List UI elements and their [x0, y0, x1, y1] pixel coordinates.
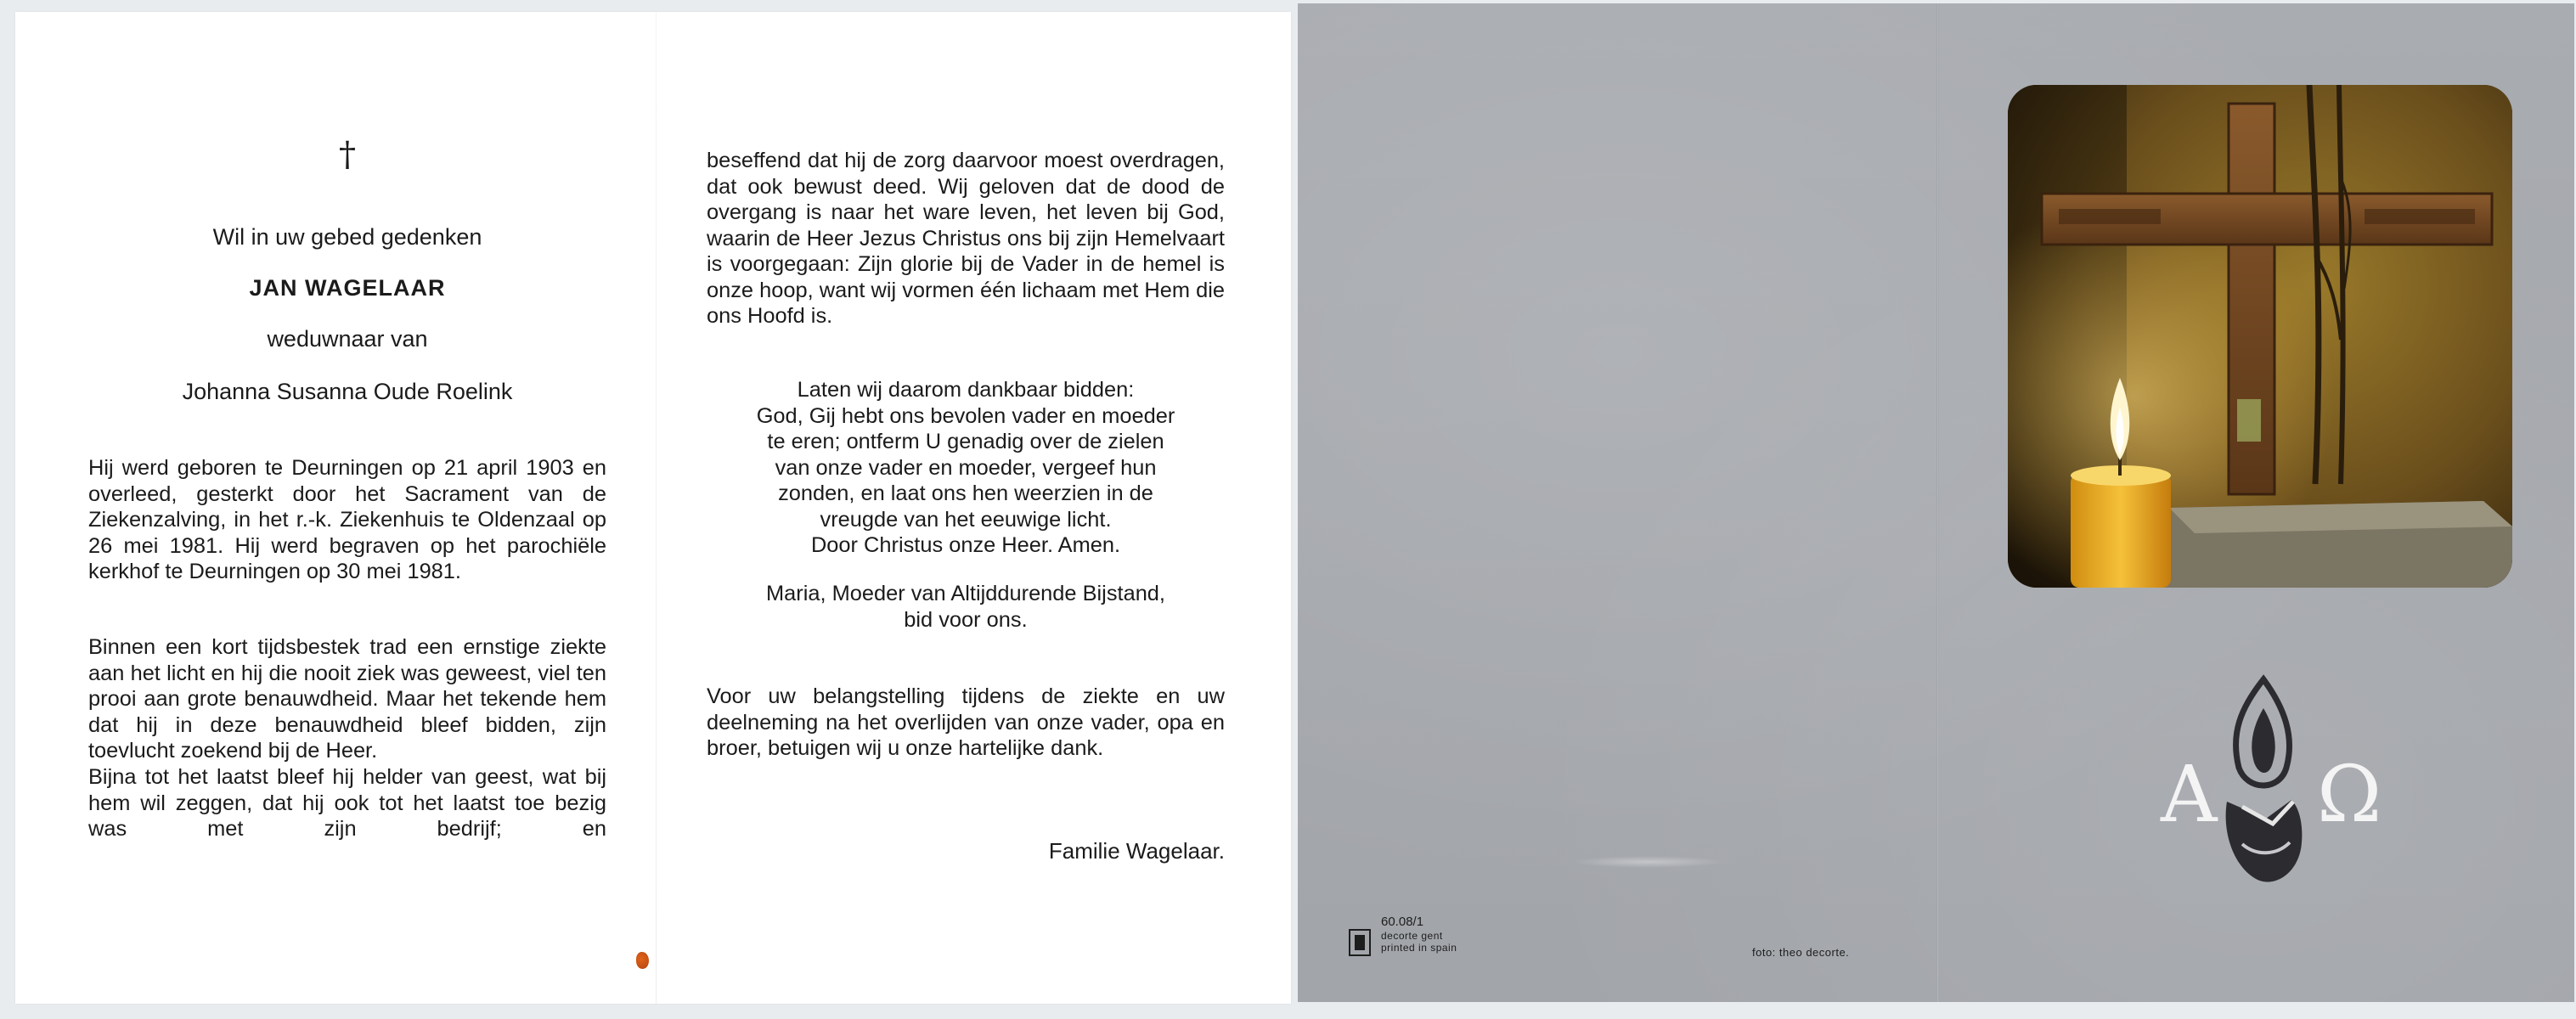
invocation-line: Maria, Moeder van Altijddurende Bijstand,	[766, 582, 1165, 605]
candle-cross-illustration	[2008, 85, 2512, 588]
biography-paragraph-2: Binnen een kort tijdsbestek trad een ernstige ziekte aan het licht en hij die nooit ziek was geweest, viel ten prooi aan grote benauwdheid. Maar het tekende hem dat hij in deze benauwdheid bleef bidden, zijn toevlucht zoekend bij de Heer.	[88, 635, 606, 763]
relation-text: weduwnaar van	[267, 326, 428, 352]
photo-credit: foto: theo decorte.	[1752, 946, 1850, 959]
print-code: 60.08/1	[1381, 915, 1424, 929]
printer-country: printed in spain	[1381, 942, 1457, 954]
prayer-line: Laten wij daarom dankbaar bidden:	[797, 378, 1135, 402]
printer-imprint	[1349, 914, 1536, 961]
thanks-paragraph: Voor uw belangstelling tijdens de ziekte en uw deelneming na het overlijden van onze vader, opa en broer, betuigen wij u onze hartelijke dank.	[707, 684, 1225, 760]
invocation-block	[707, 581, 1225, 633]
faith-paragraph: beseffend dat hij de zorg daarvoor moest overdragen, dat ook bewust deed. Wij geloven dat de dood de overgang is naar het ware leven, het leven bij God, waarin de Heer Jezus Christus ons bij zijn Hemelvaart is voorgegaan: Zijn glorie bij de Vader in de hemel is onze hoop, want wij vormen één lichaam met Hem die ons Hoofd is.	[707, 149, 1225, 328]
omega-letter: Ω	[2317, 749, 2382, 840]
biography-paragraph-1: Hij werd geboren te Deurningen op 21 april 1903 en overleed, gesterkt door het Sacrament van de Ziekenzalving, in het r.-k. Ziekenhuis te Oldenzaal op 26 mei 1981. Hij werd begraven op het parochiële kerkhof te Deurningen op 30 mei 1981.	[88, 456, 606, 583]
inside-fold-line	[656, 12, 657, 1004]
spouse-name: Johanna Susanna Oude Roelink	[182, 379, 513, 404]
cross-icon: †	[339, 135, 356, 174]
card-cover-spread	[1298, 3, 2574, 1002]
right-inside-page	[707, 12, 1225, 1004]
printer-logo-icon	[1349, 929, 1371, 956]
prayer-line: te eren; ontferm U genadig over de zielen	[767, 430, 1164, 453]
biography-paragraph-3: Bijna tot het laatst bleef hij helder van geest, wat bij hem wil zeggen, dat hij ook tot het laatst toe bezig was met zijn bedrijf; en	[88, 765, 606, 841]
prayer-block	[707, 377, 1225, 559]
deceased-name: JAN WAGELAAR	[249, 275, 446, 301]
prayer-line: God, Gij hebt ons bevolen vader en moeder	[756, 403, 1175, 428]
family-signature: Familie Wagelaar.	[1048, 838, 1225, 864]
prayer-line: van onze vader en moeder, vergeef hun	[775, 455, 1157, 480]
prayer-line: vreugde van het eeuwige licht.	[820, 507, 1112, 532]
candle-and-cross-photo	[2008, 85, 2512, 588]
paper-stain	[636, 952, 649, 969]
alpha-letter: A	[2161, 749, 2218, 840]
prayer-line: Door Christus onze Heer. Amen.	[810, 533, 1121, 557]
invocation-line: bid voor ons.	[904, 607, 1028, 632]
prayer-line: zonden, en laat ons hen weerzien in de	[778, 481, 1153, 505]
cover-fold-line	[1936, 3, 1939, 1002]
paper-crease	[1571, 856, 1724, 868]
printer-name: decorte gent	[1381, 930, 1443, 942]
intro-text: Wil in uw gebed gedenken	[212, 224, 482, 250]
alpha-omega-flame-emblem	[2149, 674, 2382, 895]
left-inside-page	[88, 12, 606, 1004]
card-inside-spread	[15, 12, 1291, 1004]
